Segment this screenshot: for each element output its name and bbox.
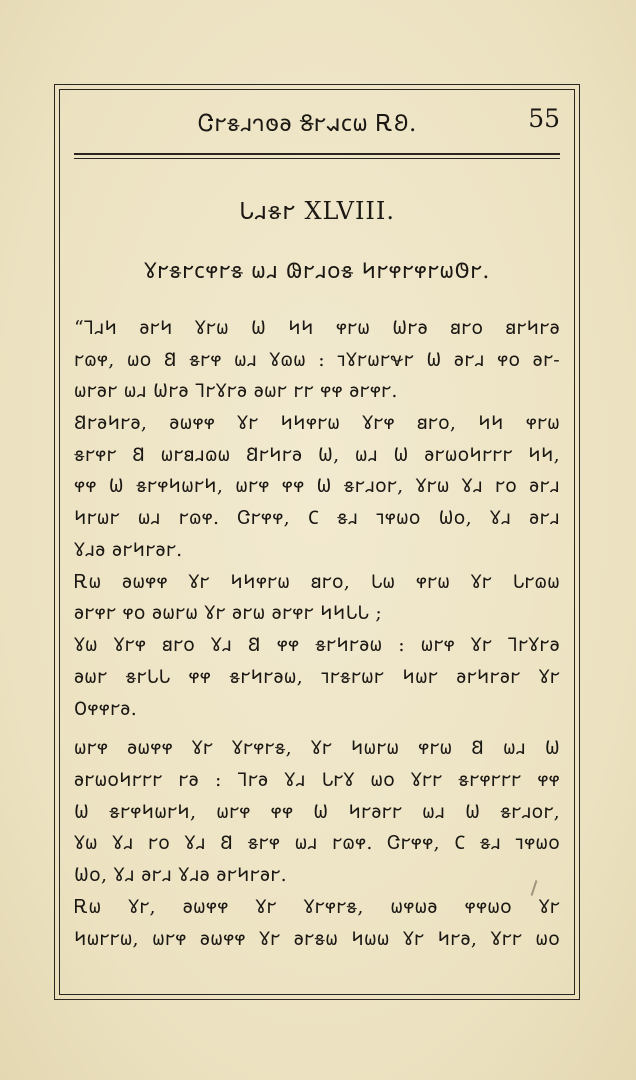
body-line: 𐐄𐐸𐐸𐐲𐐨. (74, 698, 138, 720)
body-line: Ꭱ𐐶 𐐜𐐲, 𐐨𐐶𐐸𐐸 𐐜𐐲 𐐜𐐲𐐸𐐲𐑅, 𐐶𐐸𐐶𐐨 𐐸𐐸𐐶𐐬 𐐜𐐲 (74, 896, 560, 918)
chapter-heading: 𐐢𐐯𐑅𐐲 XLVIII. (238, 197, 396, 225)
body-line: 𐑅𐐲𐐸𐐲 𐐒 𐐶𐐲𐐺𐐯𐐿𐐶 𐐒𐐲𐐤𐐲𐐨 𐐎, 𐐶𐐯 𐐎 𐐨𐐲𐐶𐐬𐐤𐐲𐐲𐐲 𐐤𐐤, (74, 444, 560, 466)
body-line: 𐐲𐐿𐐸, 𐐶𐐬 𐐒 𐑅𐐲𐐸 𐐶𐐯 𐐜𐐿𐐶 : 𐐹𐐜𐐲𐐶𐐲𐐷𐐲 𐐎 𐐨𐐲𐐯 𐐸𐐬 𐐨𐐲- (74, 349, 560, 371)
body-line: 𐐎 𐑅𐐲𐐸𐐤𐐶𐐲𐐤, 𐐶𐐲𐐸 𐐸𐐸 𐐎 𐐤𐐲𐐨𐐲𐐲 𐐶𐐯 𐐎 𐑅𐐲𐐯𐐬𐐲, (74, 801, 560, 823)
header-rule-thin (74, 158, 560, 159)
page-number: 55 (528, 104, 560, 133)
running-title: Ꮳ𐐲𐑅𐐯𐐻𐐫𐐨 𐐝𐐲𐐱𐐽𐐶 Ꭱ𐐂. (198, 111, 417, 137)
body-line: 𐐜𐐯𐐨 𐐨𐐲𐐤𐐲𐐨𐐲. (74, 539, 183, 561)
body-line: 𐐜𐐶 𐐜𐐲𐐸 𐐺𐐲𐐬 𐐜𐐯 𐐒 𐐸𐐸 𐑅𐐲𐐤𐐲𐐨𐐶 : 𐐶𐐲𐐸 𐐜𐐲 𐐑𐐲𐐜𐐲𐐨 (74, 634, 560, 656)
body-line: 𐐤𐐶𐐲𐐲𐐶, 𐐶𐐲𐐸 𐐨𐐶𐐸𐐸 𐐜𐐲 𐐨𐐲𐑅𐐶 𐐤𐐶𐐶 𐐜𐐲 𐐤𐐲𐐨, 𐐜𐐲𐐲 𐐶𐐬 (74, 928, 560, 950)
body-line: 𐐶𐐲𐐸 𐐨𐐶𐐸𐐸 𐐜𐐲 𐐜𐐲𐐸𐐲𐑅, 𐐜𐐲 𐐤𐐶𐐲𐐶 𐐸𐐲𐐶 𐐒 𐐶𐐯 𐐎 (74, 737, 560, 759)
body-line: 𐐒𐐲𐐨𐐤𐐲𐐨, 𐐨𐐶𐐸𐐸 𐐜𐐲 𐐤𐐤𐐸𐐲𐐶 𐐜𐐲𐐸 𐐺𐐲𐐬, 𐐤𐐤 𐐸𐐲𐐶 (74, 412, 560, 434)
body-line: “𐐑𐐯𐐤 𐐨𐐲𐐤 𐐜𐐲𐐶 𐐎 𐐤𐐤 𐐸𐐲𐐶 𐐎𐐲𐐨 𐐺𐐲𐐬 𐐺𐐲𐐤𐐲𐐨 (74, 317, 560, 339)
body-line: 𐐜𐐶 𐐜𐐯 𐐲𐐬 𐐜𐐯 𐐒 𐑅𐐲𐐸 𐐶𐐯 𐐲𐐿𐐸. Ꮳ𐐲𐐸𐐸, 𐐕 𐑅𐐯 𐐹𐐸𐐶𐐬 (74, 832, 560, 854)
body-line: 𐐨𐐶𐐲 𐑅𐐲𐐢𐐢 𐐸𐐸 𐑅𐐲𐐤𐐲𐐨𐐶, 𐐹𐐲𐑅𐐲𐐶𐐲 𐐤𐐶𐐲 𐐨𐐲𐐤𐐲𐐨𐐲 𐐜𐐲 (74, 666, 560, 688)
body-line: Ꭱ𐐶 𐐨𐐶𐐸𐐸 𐐜𐐲 𐐤𐐤𐐸𐐲𐐶 𐐺𐐲𐐬, 𐐢𐐶 𐐸𐐲𐐶 𐐜𐐲 𐐢𐐲𐐿𐐶 (74, 571, 560, 593)
body-line: 𐐸𐐸 𐐎 𐑅𐐲𐐸𐐤𐐶𐐲𐐤, 𐐶𐐲𐐸 𐐸𐐸 𐐎 𐑅𐐲𐐯𐐬𐐲, 𐐜𐐲𐐶 𐐜𐐯 𐐲𐐬 𐐨𐐲𐐯 (74, 475, 560, 497)
header-rule (74, 153, 560, 155)
chapter-subtitle: 𐐜𐐲𐑅𐐲𐐽𐐸𐐲𐑅 𐐶𐐯 𐐘𐐲𐐯𐐬𐑅 𐐤𐐲𐐸𐐲𐐸𐐲𐐶𐐃𐐲. (144, 259, 490, 284)
running-head (60, 102, 574, 142)
body-line: 𐐤𐐲𐐶𐐲 𐐶𐐯 𐐲𐐿𐐸. Ꮳ𐐲𐐸𐐸, 𐐕 𐑅𐐯 𐐹𐐸𐐶𐐬 𐐎𐐬, 𐐜𐐯 𐐨𐐲𐐯 (74, 507, 560, 529)
body-line: 𐐨𐐲𐐶𐐬𐐤𐐲𐐲𐐲 𐐲𐐨 : 𐐑𐐲𐐨 𐐜𐐯 𐐢𐐲𐐜 𐐶𐐬 𐐜𐐲𐐲 𐑅𐐲𐐸𐐲𐐲𐐲 𐐸𐐸 (74, 769, 560, 791)
body-line: 𐐎𐐬, 𐐜𐐯 𐐨𐐲𐐯 𐐜𐐯𐐨 𐐨𐐲𐐤𐐲𐐨𐐲. (74, 864, 287, 886)
body-line: 𐐨𐐲𐐸𐐲 𐐸𐐬 𐐨𐐶𐐲𐐶 𐐜𐐲 𐐨𐐲𐐶 𐐨𐐲𐐸𐐲 𐐤𐐤𐐢𐐢 ; (74, 602, 383, 624)
body-line: 𐐶𐐲𐐨𐐲 𐐶𐐯 𐐎𐐲𐐨 𐐑𐐲𐐜𐐲𐐨 𐐨𐐶𐐲 𐐲𐐲 𐐸𐐸 𐐨𐐲𐐸𐐲. (74, 380, 398, 402)
